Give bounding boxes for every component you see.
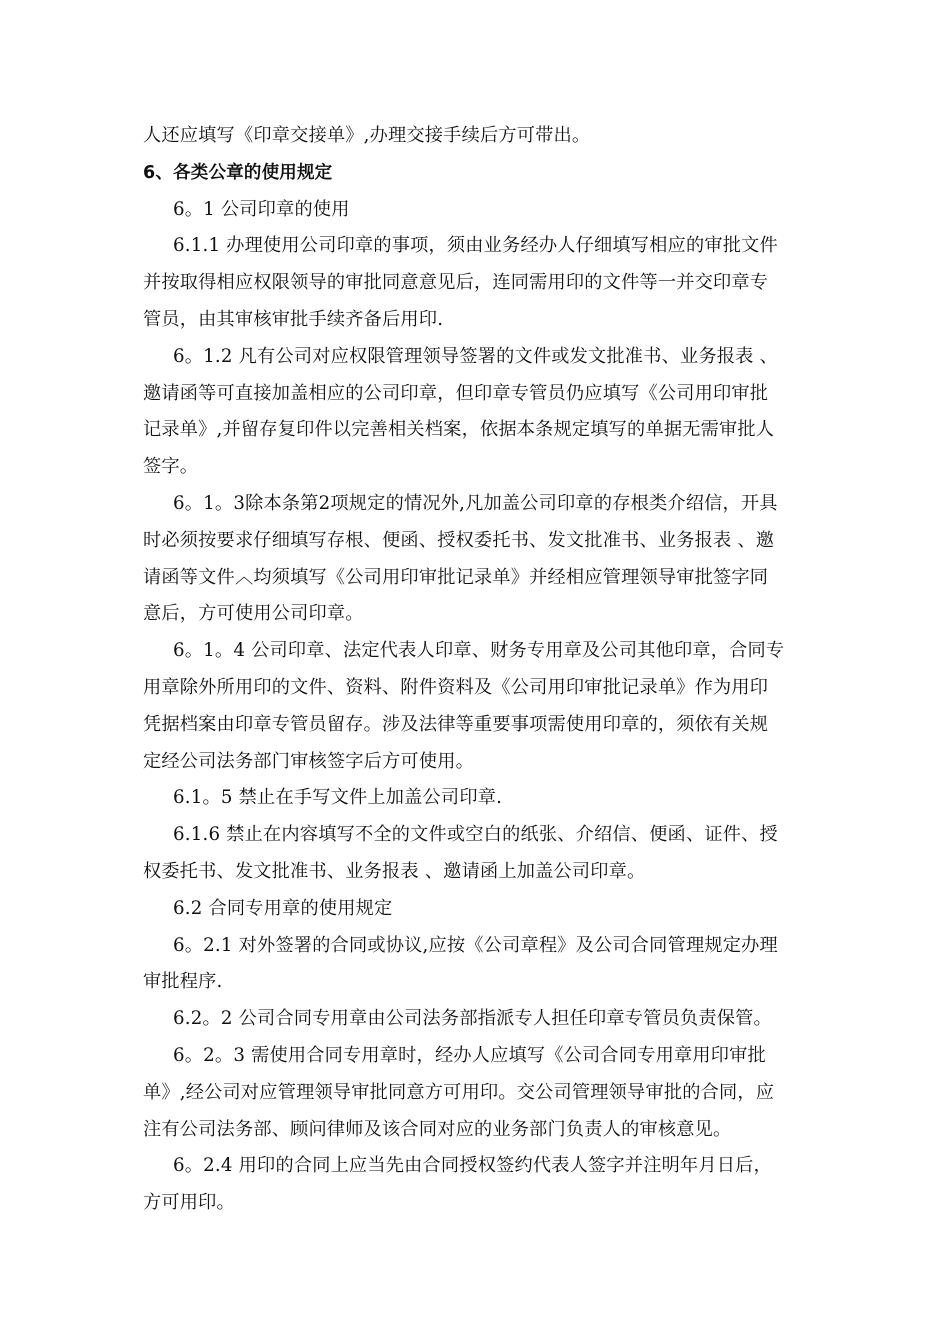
paragraph-line: 请函等文件︿均须填写《公司用印审批记录单》并经相应管理领导审批签字同 — [143, 566, 769, 588]
paragraph-line: 权委托书、发文批准书、业务报表 、邀请函上加盖公司印章。 — [143, 860, 646, 882]
paragraph-line: 方可用印。 — [143, 1192, 235, 1214]
paragraph-line: 人还应填写《印章交接单》,办理交接手续后方可带出。 — [143, 125, 591, 146]
paragraph-line: 6。1。3除本条第2项规定的情况外,凡加盖公司印章的存根类介绍信，开具 — [173, 492, 778, 514]
paragraph-line: 6。1 公司印章的使用 — [173, 198, 350, 220]
paragraph-line: 6。2.1 对外签署的合同或协议,应按《公司章程》及公司合同管理规定办理 — [173, 934, 778, 956]
paragraph-line: 6.1。5 禁止在手写文件上加盖公司印章. — [173, 787, 503, 809]
paragraph-line: 并按取得相应权限领导的审批同意意见后，连同需用印的文件等一并交印章专 — [143, 272, 769, 294]
paragraph-line: 6.1.1 办理使用公司印章的事项，须由业务经办人仔细填写相应的审批文件 — [173, 235, 778, 257]
section-heading: 6、各类公章的使用规定 — [143, 162, 333, 183]
paragraph-line: 6。2。3 需使用合同专用章时，经办人应填写《公司合同专用章用印审批 — [173, 1044, 766, 1066]
paragraph-line: 6.1.6 禁止在内容填写不全的文件或空白的纸张、介绍信、便函、证件、授 — [173, 824, 778, 846]
paragraph-line: 意后，方可使用公司印章。 — [143, 603, 364, 625]
paragraph-line: 管员，由其审核审批手续齐备后用印. — [143, 308, 444, 330]
paragraph-line: 单》,经公司对应管理领导审批同意方可用印。交公司管理领导审批的合同，应 — [143, 1081, 775, 1103]
paragraph-line: 审批程序. — [143, 971, 223, 993]
document-page — [143, 118, 811, 1222]
paragraph-line: 记录单》,并留存复印件以完善相关档案，依据本条规定填写的单据无需审批人 — [143, 419, 775, 441]
paragraph-line: 6.2。2 公司合同专用章由公司法务部指派专人担任印章专管员负责保管。 — [173, 1008, 772, 1030]
paragraph-line: 签字。 — [143, 456, 199, 478]
paragraph-line: 凭据档案由印章专管员留存。涉及法律等重要事项需使用印章的，须依有关规 — [143, 713, 769, 735]
paragraph-line: 时必须按要求仔细填写存根、便函、授权委托书、发文批准书、业务报表 、邀 — [143, 529, 775, 551]
paragraph-line: 注有公司法务部、顾问律师及该合同对应的业务部门负责人的审核意见。 — [143, 1118, 732, 1140]
paragraph-line: 定经公司法务部门审核签字后方可使用。 — [143, 750, 474, 772]
paragraph-line: 邀请函等可直接加盖相应的公司印章，但印章专管员仍应填写《公司用印审批 — [143, 382, 769, 404]
paragraph-line: 用章除外所用印的文件、资料、附件资料及《公司用印审批记录单》作为用印 — [143, 676, 769, 698]
paragraph-line: 6。1.2 凡有公司对应权限管理领导签署的文件或发文批准书、业务报表 、 — [173, 345, 778, 367]
paragraph-line: 6.2 合同专用章的使用规定 — [173, 897, 393, 919]
paragraph-line: 6。2.4 用印的合同上应当先由合同授权签约代表人签字并注明年月日后， — [173, 1155, 772, 1177]
paragraph-line: 6。1。4 公司印章、法定代表人印章、财务专用章及公司其他印章，合同专 — [173, 640, 785, 662]
